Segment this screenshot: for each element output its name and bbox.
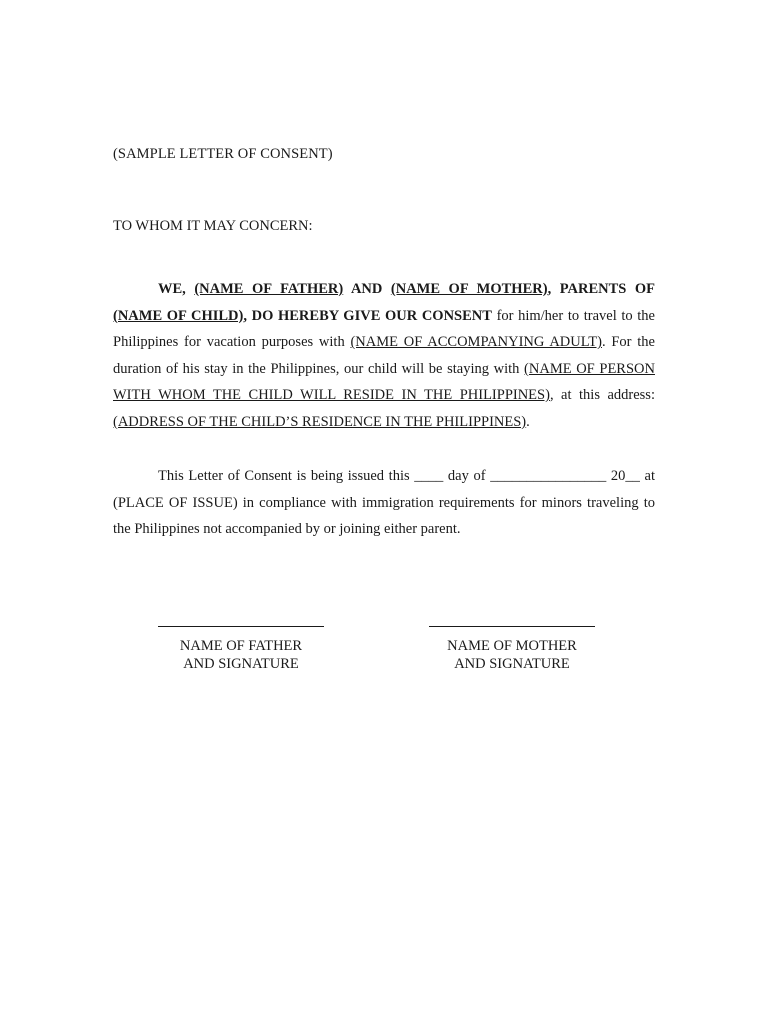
consent-paragraph <box>113 276 655 436</box>
salutation: TO WHOM IT MAY CONCERN: <box>113 218 313 234</box>
we-text: WE, <box>158 281 195 297</box>
issuance-paragraph <box>113 463 655 543</box>
father-signature-label: NAME OF FATHER <box>179 638 303 654</box>
father-signature-sublabel: AND SIGNATURE <box>183 656 299 672</box>
resident-person-placeholder: (NAME OF PERSON WITH WHOM THE CHILD WILL RESIDE IN THE PHILIPPINES) <box>113 360 655 404</box>
address-placeholder: (ADDRESS OF THE CHILD’S RESIDENCE IN THE PHILIPPINES) <box>113 413 527 430</box>
issuance-text: This Letter of Consent is being issued this ____ day of ________________ 20__ at (PLACE OF ISSUE) in compliance with immigration requirements for minors traveling to the Philippines not accompanied by or joining either parent. <box>113 468 655 538</box>
parents-of-text: , PARENTS OF <box>547 281 655 297</box>
travel-purpose-text: for him/her to travel to the Philippines for vacation purposes with <box>113 307 655 351</box>
and-text: AND <box>343 281 391 297</box>
mother-signature-block <box>429 626 595 673</box>
consent-statement: , DO HEREBY GIVE OUR CONSENT <box>243 307 492 324</box>
document-heading: (SAMPLE LETTER OF CONSENT) <box>113 146 333 162</box>
mother-name-placeholder: (NAME OF MOTHER) <box>390 281 548 297</box>
mother-signature-label: NAME OF MOTHER <box>447 638 577 654</box>
father-signature-block <box>158 626 324 673</box>
stay-duration-text: . For the duration of his stay in the Philippines, our child will be staying with <box>113 334 655 377</box>
father-name-placeholder: (NAME OF FATHER) <box>194 281 344 297</box>
paragraph-end: . <box>526 413 530 430</box>
father-signature-line <box>158 626 324 627</box>
child-name-placeholder: (NAME OF CHILD) <box>113 307 244 324</box>
accompanying-adult-placeholder: (NAME OF ACCOMPANYING ADULT) <box>350 334 602 351</box>
address-lead-text: , at this address: <box>549 387 655 404</box>
mother-signature-line <box>429 626 595 627</box>
mother-signature-sublabel: AND SIGNATURE <box>454 656 570 672</box>
